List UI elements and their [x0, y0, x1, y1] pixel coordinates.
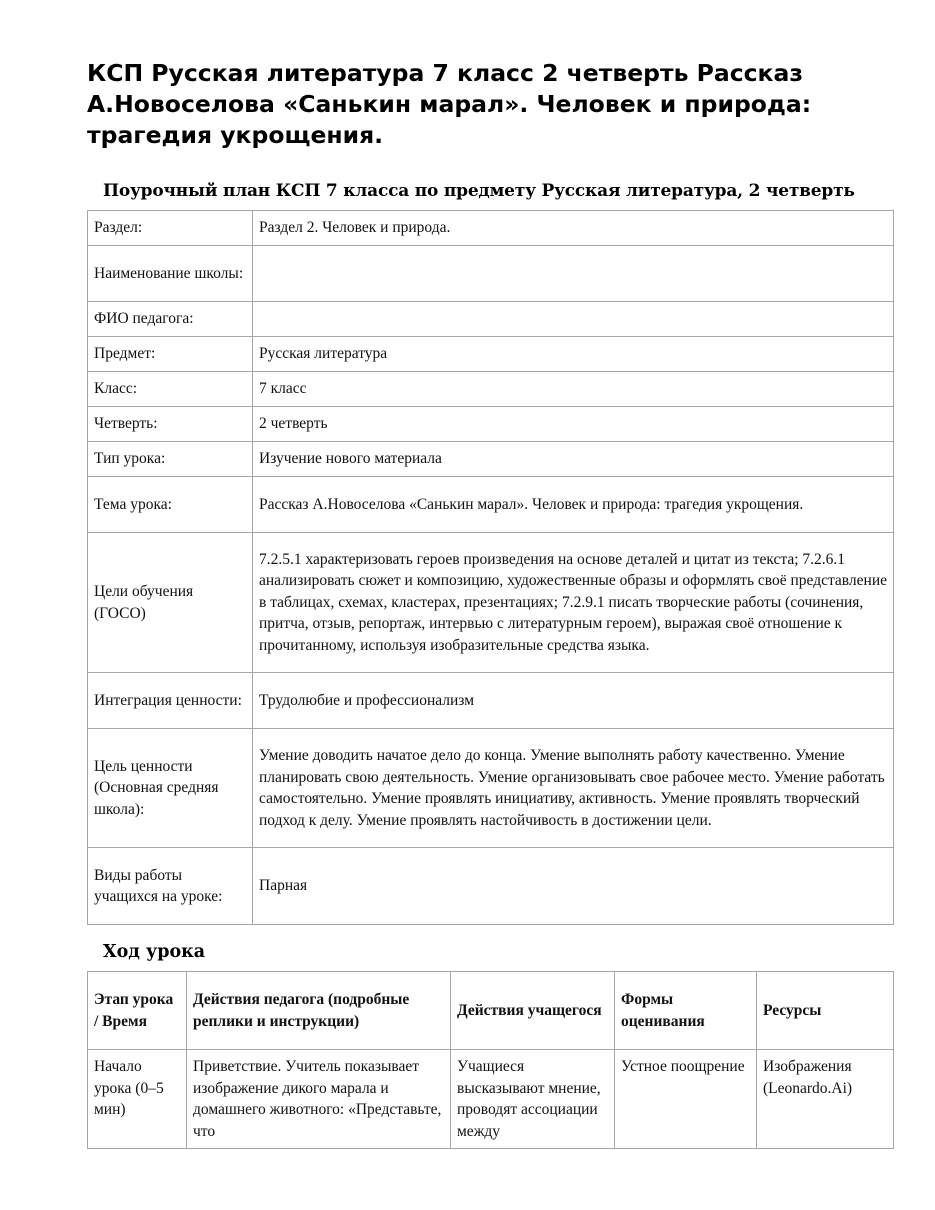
info-value: Русская литература — [253, 337, 894, 372]
info-label: Раздел: — [88, 211, 253, 246]
info-label: Предмет: — [88, 337, 253, 372]
info-row-goals — [88, 533, 894, 673]
column-header-resources: Ресурсы — [757, 972, 894, 1050]
info-value — [253, 246, 894, 302]
info-value: Рассказ А.Новоселова «Санькин марал». Человек и природа: трагедия укрощения. — [253, 477, 894, 533]
column-header-teacher-actions: Действия педагога (подробные реплики и инструкции) — [187, 972, 451, 1050]
table-row — [88, 1050, 894, 1149]
info-value: Раздел 2. Человек и природа. — [253, 211, 894, 246]
info-value: Изучение нового материала — [253, 442, 894, 477]
lesson-progress-heading: Ход урока — [103, 942, 206, 962]
column-header-student-actions: Действия учащегося — [451, 972, 615, 1050]
table-cell-stage: Начало урока (0–5 мин) — [88, 1050, 187, 1149]
info-label: Интеграция ценности: — [88, 673, 253, 729]
info-label: Тип урока: — [88, 442, 253, 477]
info-row-lesson-type — [88, 442, 894, 477]
column-header-assessment: Формы оценивания — [615, 972, 757, 1050]
plan-subtitle: Поурочный план КСП 7 класса по предмету Русская литература, 2 четверть — [103, 181, 855, 201]
info-label: ФИО педагога: — [88, 302, 253, 337]
info-label: Класс: — [88, 372, 253, 407]
info-row-work-types — [88, 848, 894, 925]
info-label: Четверть: — [88, 407, 253, 442]
info-label: Цель ценности (Основная средняя школа): — [88, 729, 253, 848]
info-value: 7.2.5.1 характеризовать героев произведения на основе деталей и цитат из текста; 7.2.6.1 анализировать сюжет и композицию, художественные образы и оформлять своё представление в таблицах, схемах, кластерах, презентациях; 7.2.9.1 писать творческие работы (сочинения, притча, отзыв, репортаж, интервью с литературным героем), выражая своё отношение к прочитанному, используя изобразительные средства языка. — [253, 533, 894, 673]
lesson-progress-table — [87, 971, 894, 1149]
column-header-stage: Этап урока / Время — [88, 972, 187, 1050]
info-value — [253, 302, 894, 337]
info-value: Трудолюбие и профессионализм — [253, 673, 894, 729]
lesson-header-row — [88, 972, 894, 1050]
info-row-quarter — [88, 407, 894, 442]
info-row-topic — [88, 477, 894, 533]
info-row-values — [88, 673, 894, 729]
document-title: КСП Русская литература 7 класс 2 четверть Рассказ А.Новоселова «Санькин марал». Человек и природа: трагедия укрощения. — [87, 59, 812, 149]
info-row-grade — [88, 372, 894, 407]
info-value: Парная — [253, 848, 894, 925]
info-row-teacher — [88, 302, 894, 337]
table-cell-teacher-actions: Приветствие. Учитель показывает изображение дикого марала и домашнего животного: «Представьте, что — [187, 1050, 451, 1149]
info-row-value-goal — [88, 729, 894, 848]
info-value: 7 класс — [253, 372, 894, 407]
info-value: 2 четверть — [253, 407, 894, 442]
table-cell-assessment: Устное поощрение — [615, 1050, 757, 1149]
table-cell-resources: Изображения (Leonardo.Ai) — [757, 1050, 894, 1149]
info-label: Тема урока: — [88, 477, 253, 533]
info-row-section — [88, 211, 894, 246]
info-label: Цели обучения (ГОСО) — [88, 533, 253, 673]
table-cell-student-actions: Учащиеся высказывают мнение, проводят ассоциации между — [451, 1050, 615, 1149]
lesson-info-table — [87, 210, 894, 925]
info-label: Наименование школы: — [88, 246, 253, 302]
info-value: Умение доводить начатое дело до конца. Умение выполнять работу качественно. Умение планировать свою деятельность. Умение организовывать свое рабочее место. Умение работать самостоятельно. Умение проявлять инициативу, активность. Умение проявлять творческий подход к делу. Умение проявлять настойчивость в достижении цели. — [253, 729, 894, 848]
info-label: Виды работы учащихся на уроке: — [88, 848, 253, 925]
info-row-school — [88, 246, 894, 302]
info-row-subject — [88, 337, 894, 372]
